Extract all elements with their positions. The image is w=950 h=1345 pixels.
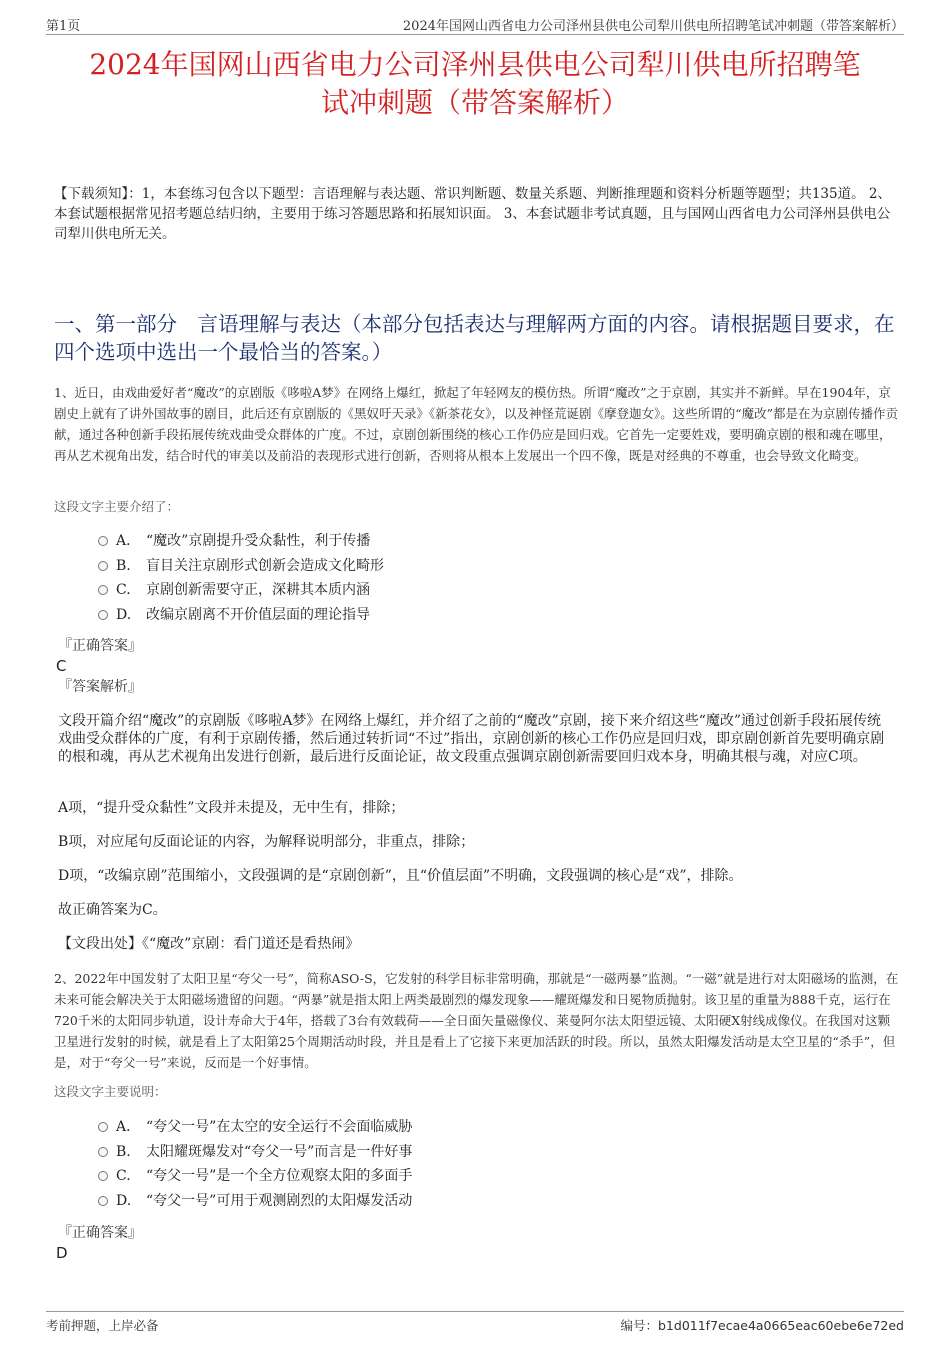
question-2-text: 2、2022年中国发射了太阳卫星“夸父一号”，简称ASO-S，它发射的科学目标非常明确，那就是“一磁两暴”监测。“一磁”就是进行对太阳磁场的监测，在未来可能会解决关于太阳磁场遗留的问题。“两暴”就是指太阳上两类最剧烈的爆发现象——耀斑爆发和日冕物质抛射。该卫星的重量为888千克，运行在720千米的太阳同步轨道，设计寿命大于4年，搭载了3台有效载荷——全日面矢量磁像仪、莱曼阿尔法太阳望远镜、太阳硬X射线成像仪。在我国对这颗卫星进行发射的时候，就是看上了太阳第25个周期活动时段，并且是看上了它接下来更加活跃的时段。所以，虽然太阳爆发活动是太空卫星的“杀手”，但是，对于“夸父一号”来说，反而是一个好事情。 — [54, 971, 899, 1070]
document-code: b1d011f7ecae4a0665eac60ebe6e72ed — [658, 1318, 904, 1333]
question-1-prompt: 这段文字主要介绍了： — [54, 499, 180, 514]
q1-source: 【文段出处】《“魔改”京剧：看门道还是看热闹》 — [58, 936, 360, 952]
page-number: 第1页 — [46, 19, 81, 34]
radio-icon[interactable] — [98, 585, 108, 595]
footer-code: 编号：b1d011f7ecae4a0665eac60ebe6e72ed — [620, 1318, 904, 1333]
q1-note-d: D项，“改编京剧”范围缩小，文段强调的是“京剧创新”，且“价值层面”不明确，文段强调的核心是“戏”，排除。 — [58, 868, 743, 884]
page-footer — [46, 1311, 904, 1336]
header-doc-title: 2024年国网山西省电力公司泽州县供电公司犁川供电所招聘笔试冲刺题（带答案解析） — [402, 19, 904, 34]
q2-answer: D — [56, 1244, 68, 1262]
title-line-1: 2024年国网山西省电力公司泽州县供电公司犁川供电所招聘笔 — [89, 48, 861, 81]
page-header — [46, 12, 904, 35]
radio-icon[interactable] — [98, 610, 108, 620]
title-line-2: 试冲刺题（带答案解析） — [320, 86, 629, 119]
q2-answer-label: 『正确答案』 — [58, 1225, 142, 1241]
q1-conclusion: 故正确答案为C。 — [58, 902, 167, 918]
question-1-text: 1、近日，由戏曲爱好者“魔改”的京剧版《哆啦A梦》在网络上爆红，掀起了年轻网友的模仿热。所谓“魔改”之于京剧，其实并不新鲜。早在1904年，京剧史上就有了讲外国故事的剧目，此后还有京剧版的《黑奴吁天录》《新茶花女》，以及神怪荒诞剧《摩登迦女》。这些所谓的“魔改”都是在为京剧传播作贡献，通过各种创新手段拓展传统戏曲受众群体的广度。不过，京剧创新围绕的核心工作仍应是回归戏。它首先一定要姓戏，要明确京剧的根和魂在哪里，再从艺术视角出发，结合时代的审美以及前沿的表现形式进行创新，否则将从根本上发展出一个四不像，既是对经典的不尊重，也会导致文化畸变。 — [54, 385, 899, 463]
radio-icon[interactable] — [98, 1196, 108, 1206]
q2-option-a[interactable]: A． “夸父一号”在太空的安全运行不会面临威胁 — [98, 1115, 900, 1140]
q1-option-d[interactable]: D. 改编京剧离不开价值层面的理论指导 — [98, 603, 900, 628]
q1-answer-label: 『正确答案』 — [58, 638, 142, 654]
footer-slogan: 考前押题，上岸必备 — [46, 1318, 159, 1333]
q1-analysis-label: 『答案解析』 — [58, 679, 142, 695]
question-2-prompt: 这段文字主要说明： — [54, 1084, 167, 1099]
q1-note-b: B项，对应尾句反面论证的内容，为解释说明部分，非重点，排除； — [58, 834, 475, 850]
q1-option-c[interactable]: C. 京剧创新需要守正，深耕其本质内涵 — [98, 578, 900, 603]
q1-option-a[interactable]: A． “魔改”京剧提升受众黏性，利于传播 — [98, 529, 900, 554]
q2-option-b[interactable]: B. 太阳耀斑爆发对“夸父一号”而言是一件好事 — [98, 1140, 900, 1165]
radio-icon[interactable] — [98, 1122, 108, 1132]
document-title — [50, 46, 900, 122]
section-title: 一、第一部分 言语理解与表达（本部分包括表达与理解两方面的内容。请根据题目要求，在四个选项中选出一个最恰当的答案。） — [54, 312, 895, 364]
radio-icon[interactable] — [98, 561, 108, 571]
download-notice: 【下载须知】：1，本套练习包含以下题型：言语理解与表达题、常识判断题、数量关系题、判断推理题和资料分析题等题型；共135道。 2、本套试题根据常见招考题总结归纳，主要用于练习答题思路和拓展知识面。 3、本套试题非考试真题，且与国网山西省电力公司泽州县供电公司犁川供电所无关。 — [54, 186, 891, 242]
radio-icon[interactable] — [98, 536, 108, 546]
radio-icon[interactable] — [98, 1171, 108, 1181]
q1-note-a: A项，“提升受众黏性”文段并未提及，无中生有，排除； — [58, 800, 405, 816]
question-2-options — [98, 1115, 900, 1213]
question-1-options — [98, 529, 900, 627]
q1-answer: C — [56, 657, 67, 675]
q1-analysis: 文段开篇介绍“魔改”的京剧版《哆啦A梦》在网络上爆红，并介绍了之前的“魔改”京剧，接下来介绍这些“魔改”通过创新手段拓展传统戏曲受众群体的广度，有利于京剧传播，然后通过转折词“不过”指出，京剧创新的核心工作仍应是回归戏，即京剧创新首先要明确京剧的根和魂，再从艺术视角出发进行创新，最后进行反面论证，故文段重点强调京剧创新需要回归戏本身，明确其根与魂，对应C项。 — [58, 713, 885, 765]
q2-option-d[interactable]: D. “夸父一号”可用于观测剧烈的太阳爆发活动 — [98, 1189, 900, 1214]
q1-option-b[interactable]: B. 盲目关注京剧形式创新会造成文化畸形 — [98, 554, 900, 579]
q2-option-c[interactable]: C. “夸父一号”是一个全方位观察太阳的多面手 — [98, 1164, 900, 1189]
radio-icon[interactable] — [98, 1147, 108, 1157]
